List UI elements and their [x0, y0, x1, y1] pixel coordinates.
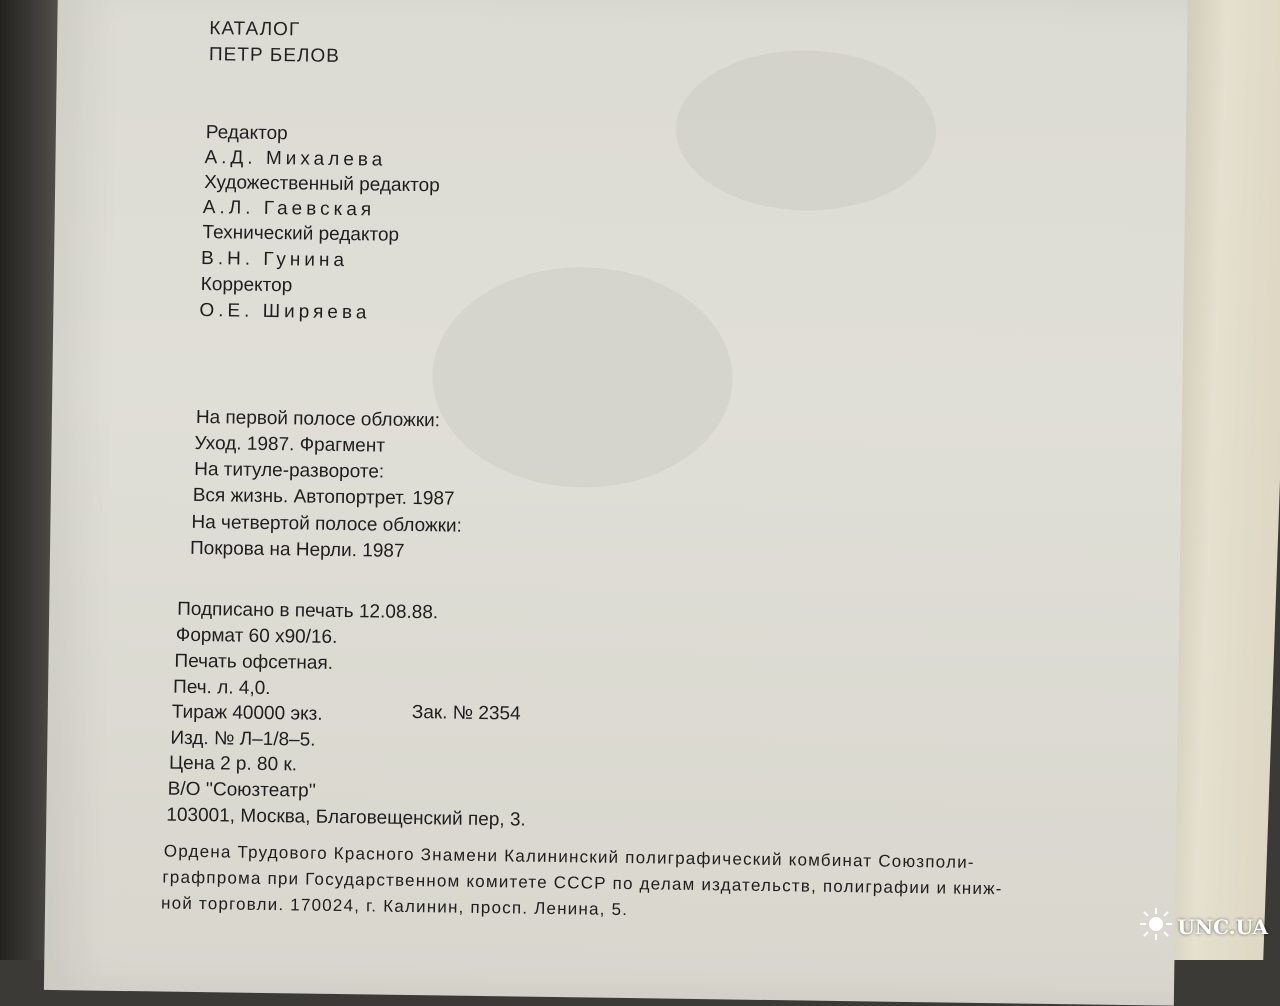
page-stain — [431, 265, 734, 489]
signed-for-print: Подписано в печать 12.08.88. — [177, 598, 439, 624]
order-number: Зак. № 2354 — [411, 702, 521, 725]
title-spread-label: На титуле-развороте: — [194, 458, 385, 483]
print-sheets: Печ. л. 4,0. — [172, 676, 271, 700]
editor-role: Редактор — [205, 122, 288, 145]
corrector-role: Корректор — [200, 274, 293, 297]
tech-editor-role: Технический редактор — [202, 222, 400, 246]
publisher-address: 103001, Москва, Благовещенский пер, 3. — [166, 804, 526, 831]
page-stain — [675, 49, 937, 213]
publisher: В/О ''Союзтеатр'' — [167, 778, 317, 802]
price: Цена 2 р. 80 к. — [168, 752, 298, 776]
corrector-name: О.Е. Ширяева — [199, 300, 371, 324]
author-name: ПЕТР БЕЛОВ — [208, 44, 341, 67]
art-editor-role: Художественный редактор — [204, 172, 440, 197]
front-cover-label: На первой полосе обложки: — [195, 406, 441, 432]
back-cover-label: На четвертой полосе обложки: — [191, 511, 463, 537]
format-info: Формат 60 х90/16. — [175, 624, 338, 648]
tech-editor-name: В.Н. Гунина — [200, 248, 349, 272]
watermark-text: UNC.UA — [1177, 914, 1268, 939]
catalog-heading: КАТАЛОГ — [209, 18, 301, 41]
title-spread-value: Вся жизнь. Автопортрет. 1987 — [192, 484, 455, 510]
art-editor-name: А.Л. Гаевская — [202, 197, 376, 221]
printer-info-line-1: Ордена Трудового Красного Знамени Калининский полиграфический комбинат Союзполи- — [163, 841, 975, 872]
editor-name: А.Д. Михалева — [204, 147, 387, 171]
coin-sun-icon — [1139, 907, 1173, 946]
printer-info-line-3: ной торговли. 170024, г. Калинин, просп. Ленина, 5. — [160, 893, 629, 920]
printing-method: Печать офсетная. — [174, 650, 334, 674]
front-cover-value: Уход. 1987. Фрагмент — [194, 432, 386, 457]
printer-info-line-2: графпрома при Государственном комитете СССР по делам издательств, полиграфии и книж- — [162, 867, 1003, 899]
watermark — [1139, 907, 1268, 946]
document-page — [44, 0, 1188, 1006]
edition-number: Изд. № Л–1/8–5. — [170, 727, 316, 751]
print-run: Тираж 40000 экз. — [171, 701, 323, 725]
back-cover-value: Покрова на Нерли. 1987 — [189, 537, 405, 562]
